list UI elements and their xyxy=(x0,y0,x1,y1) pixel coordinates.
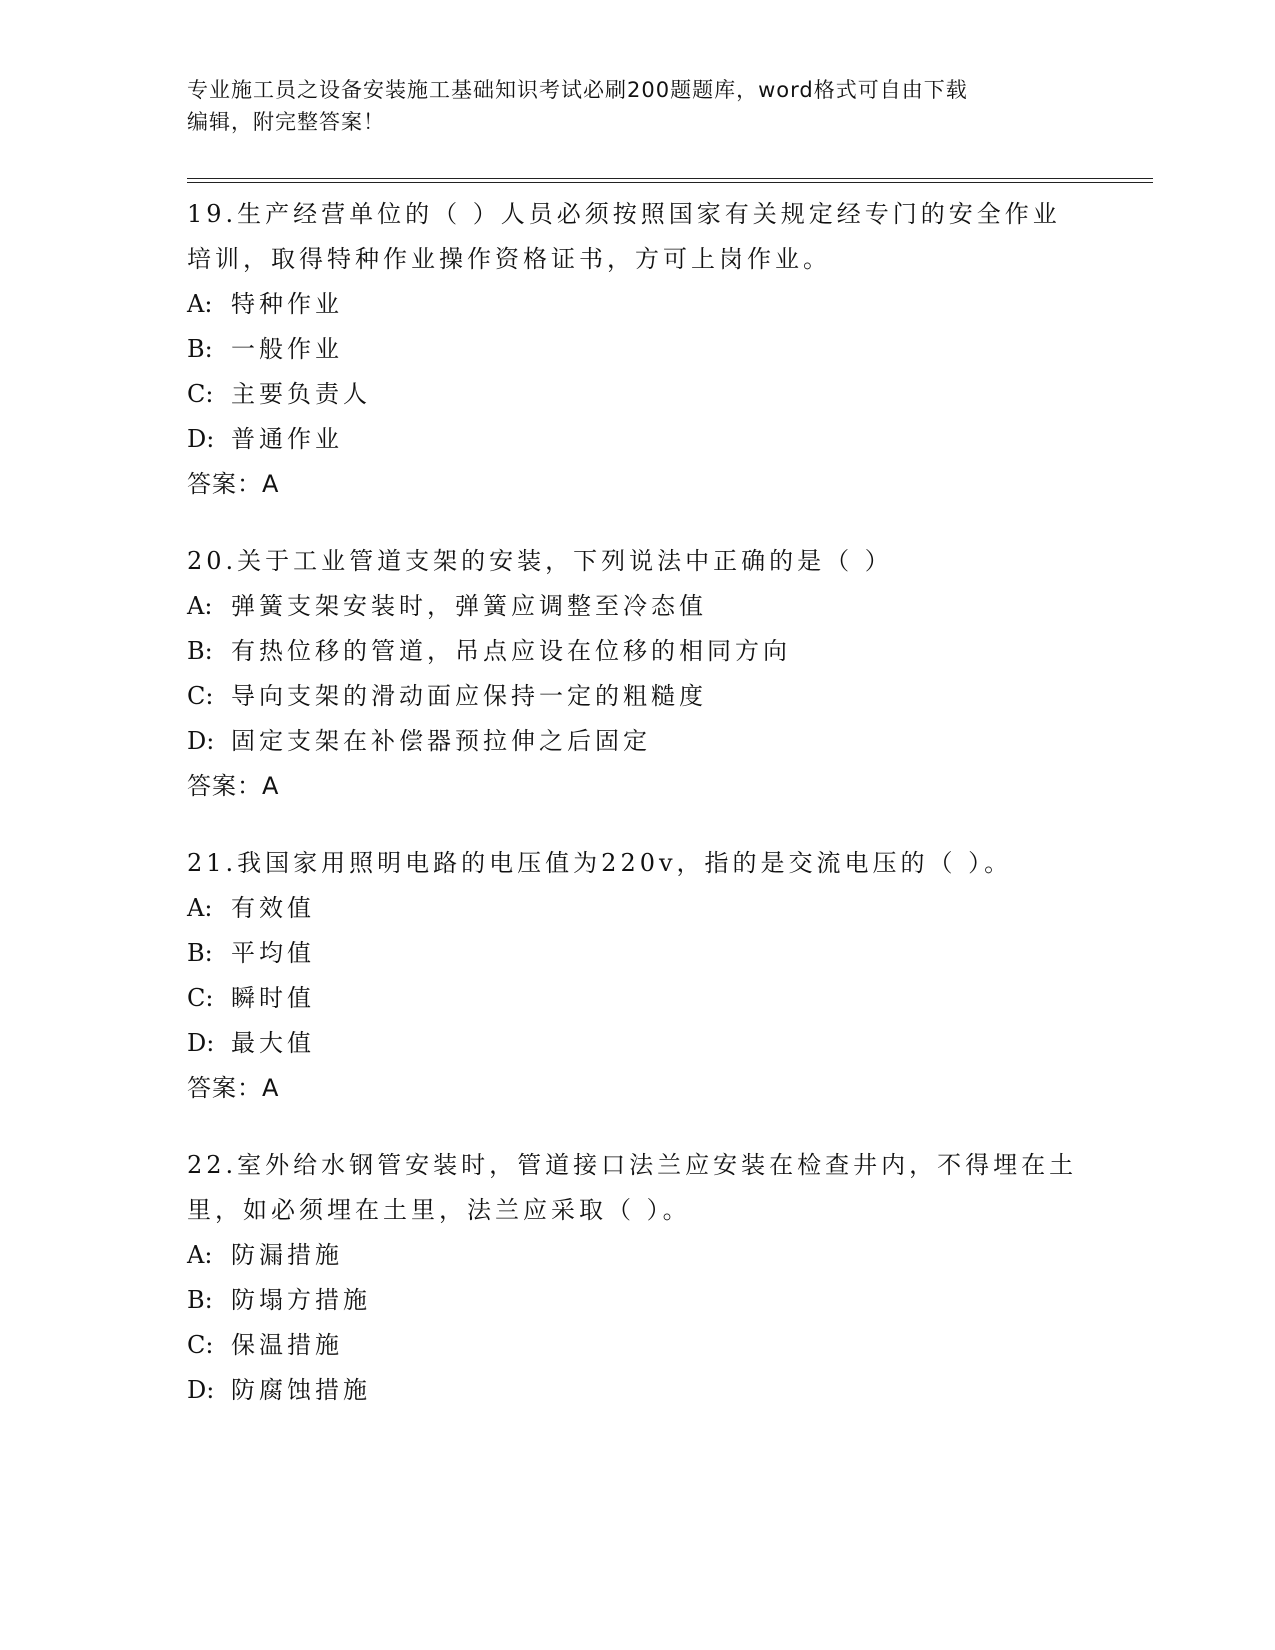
option-letter: C: xyxy=(187,1331,214,1359)
option-text: 特种作业 xyxy=(231,290,343,318)
option-a xyxy=(187,1233,1087,1278)
option-d xyxy=(187,417,1087,462)
option-text: 防塌方措施 xyxy=(231,1286,371,1314)
header-divider-top xyxy=(187,178,1153,179)
question-stem xyxy=(187,539,1087,584)
question-20 xyxy=(187,539,1087,809)
option-b xyxy=(187,327,1087,372)
option-text: 弹簧支架安装时，弹簧应调整至冷态值 xyxy=(231,592,707,620)
option-text: 有效值 xyxy=(231,894,315,922)
option-a xyxy=(187,886,1087,931)
option-letter: A: xyxy=(187,894,213,922)
option-a xyxy=(187,584,1087,629)
question-stem xyxy=(187,841,1087,886)
answer-line: 答案：A xyxy=(187,470,280,498)
option-d xyxy=(187,1021,1087,1066)
option-letter: B: xyxy=(187,637,213,665)
option-c xyxy=(187,674,1087,719)
option-a xyxy=(187,282,1087,327)
option-letter: B: xyxy=(187,939,213,967)
question-text: 生产经营单位的（ ）人员必须按照国家有关规定经专门的安全作业培训，取得特种作业操作资格证书，方可上岗作业。 xyxy=(187,200,1061,273)
option-d xyxy=(187,719,1087,764)
option-letter: A: xyxy=(187,592,213,620)
option-text: 防漏措施 xyxy=(231,1241,343,1269)
question-number: 19. xyxy=(187,200,238,228)
question-stem xyxy=(187,1143,1087,1233)
option-letter: C: xyxy=(187,380,214,408)
option-text: 平均值 xyxy=(231,939,315,967)
question-number: 20. xyxy=(187,547,238,575)
option-text: 保温措施 xyxy=(231,1331,343,1359)
option-text: 固定支架在补偿器预拉伸之后固定 xyxy=(231,727,651,755)
option-letter: D: xyxy=(187,1376,215,1404)
option-c xyxy=(187,1323,1087,1368)
option-text: 导向支架的滑动面应保持一定的粗糙度 xyxy=(231,682,707,710)
header-divider-bottom xyxy=(187,182,1153,183)
option-text: 防腐蚀措施 xyxy=(231,1376,371,1404)
option-letter: B: xyxy=(187,1286,213,1314)
option-letter: C: xyxy=(187,682,214,710)
option-text: 主要负责人 xyxy=(231,380,371,408)
answer-line: 答案：A xyxy=(187,1074,280,1102)
question-text: 我国家用照明电路的电压值为220v，指的是交流电压的（ ）。 xyxy=(237,849,1013,877)
question-number: 21. xyxy=(187,849,238,877)
question-21 xyxy=(187,841,1087,1111)
option-d xyxy=(187,1368,1087,1413)
option-letter: D: xyxy=(187,727,215,755)
option-text: 最大值 xyxy=(231,1029,315,1057)
question-19 xyxy=(187,192,1087,507)
option-text: 普通作业 xyxy=(231,425,343,453)
header-line-2: 编辑，附完整答案！ xyxy=(187,110,385,134)
option-letter: B: xyxy=(187,335,213,363)
question-number: 22. xyxy=(187,1151,238,1179)
option-letter: A: xyxy=(187,1241,213,1269)
question-text: 室外给水钢管安装时，管道接口法兰应安装在检查井内，不得埋在土里，如必须埋在土里，法兰应采取（ ）。 xyxy=(187,1151,1078,1224)
header-line-1: 专业施工员之设备安装施工基础知识考试必刷200题题库，word格式可自由下载 xyxy=(187,78,968,102)
document-header xyxy=(187,74,1067,138)
option-b xyxy=(187,931,1087,976)
option-text: 有热位移的管道，吊点应设在位移的相同方向 xyxy=(231,637,791,665)
question-22 xyxy=(187,1143,1087,1413)
question-stem xyxy=(187,192,1087,282)
option-letter: D: xyxy=(187,425,215,453)
option-letter: C: xyxy=(187,984,214,1012)
question-list xyxy=(187,192,1087,1445)
option-c xyxy=(187,976,1087,1021)
option-letter: D: xyxy=(187,1029,215,1057)
option-b xyxy=(187,1278,1087,1323)
option-b xyxy=(187,629,1087,674)
question-text: 关于工业管道支架的安装，下列说法中正确的是（ ） xyxy=(237,547,893,575)
option-text: 一般作业 xyxy=(231,335,343,363)
answer-line: 答案：A xyxy=(187,772,280,800)
option-c xyxy=(187,372,1087,417)
option-text: 瞬时值 xyxy=(231,984,315,1012)
option-letter: A: xyxy=(187,290,213,318)
